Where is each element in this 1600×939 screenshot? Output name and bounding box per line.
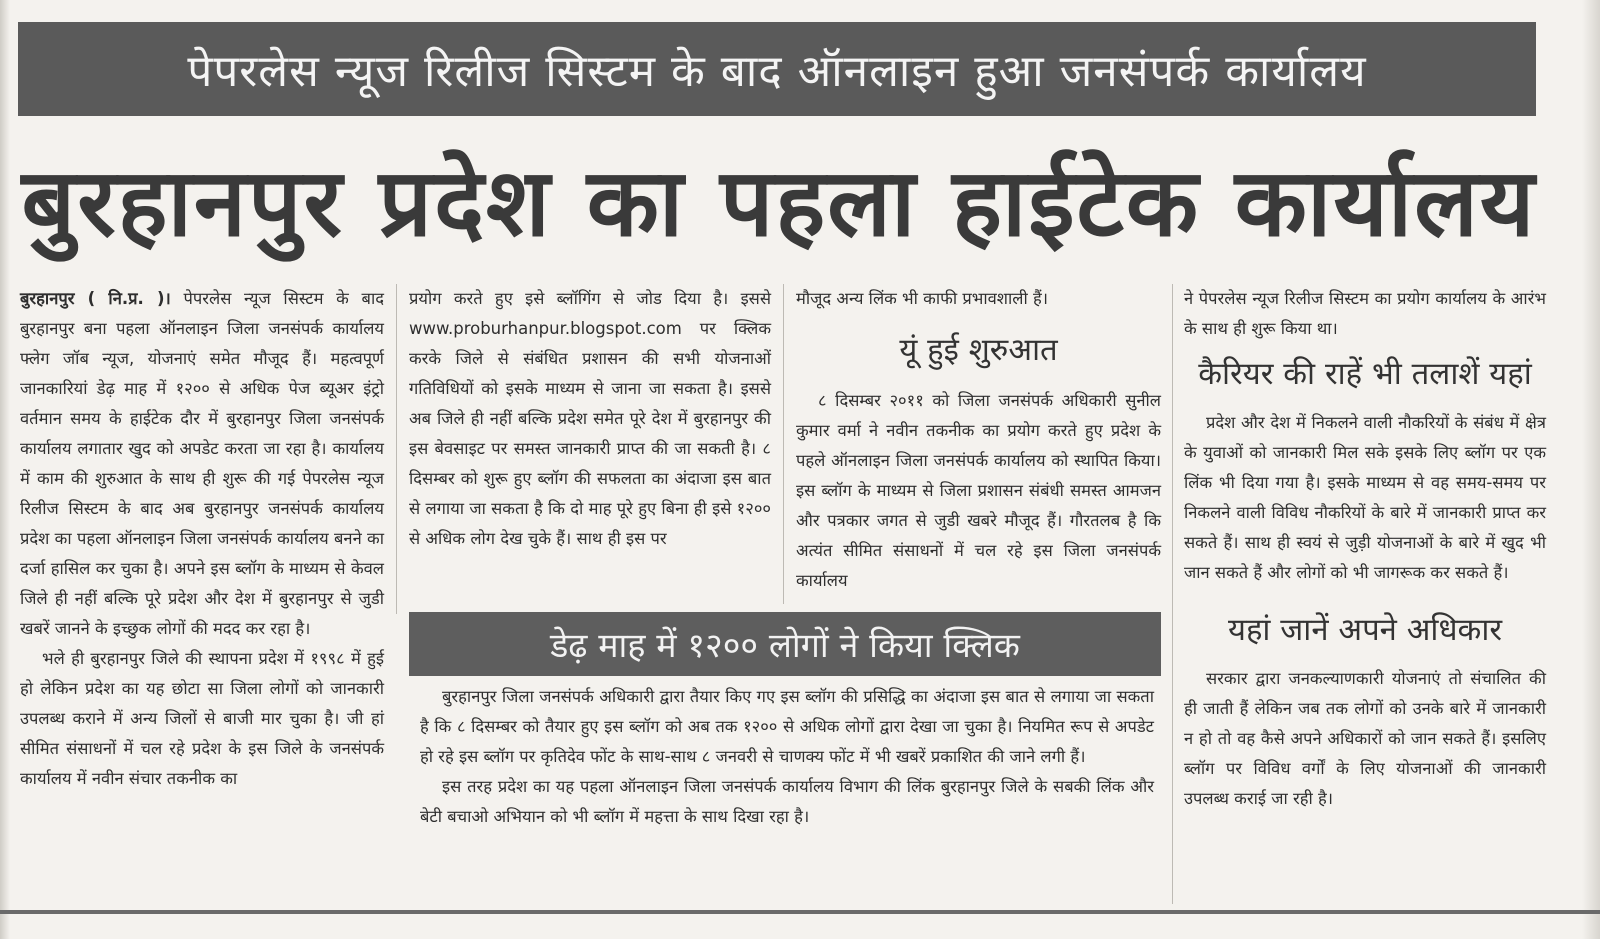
article-column-1 bbox=[20, 284, 384, 794]
section-subheading: यहां जानें अपने अधिकार bbox=[1227, 612, 1503, 648]
boxed-article bbox=[420, 682, 1154, 832]
box-heading-banner bbox=[409, 612, 1161, 676]
kicker-text: पेपरलेस न्यूज रिलीज सिस्टम के बाद ऑनलाइन हुआ जनसंपर्क कार्यालय bbox=[187, 46, 1367, 97]
paragraph: सरकार द्वारा जनकल्याणकारी योजनाएं तो संचालित की ही जाती हैं लेकिन जब तक लोगों को उनके बारे में जानकारी न हो तो वह कैसे अपने अधिकारों को जान सकते हैं। इसलिए ब्लॉग पर विविध वर्गों के लिए योजनाओं की जानकारी उपलब्ध कराई जा रही है। bbox=[1184, 669, 1546, 808]
kicker-banner bbox=[18, 22, 1536, 116]
article-column-4 bbox=[1184, 284, 1546, 814]
paragraph: ८ दिसम्बर २०११ को जिला जनसंपर्क अधिकारी सुनील कुमार वर्मा ने नवीन तकनीक का प्रयोग करते हुए प्रदेश के पहले ऑनलाइन जिला जनसंपर्क कार्यालय को स्थापित किया। इस ब्लॉग के माध्यम से जिला प्रशासन संबंधी समस्त आमजन और पत्रकार जगत से जुडी खबरे मौजूद हैं। गौरतलब है कि अत्यंत सीमित संसाधनों में चल रहे इस जिला जनसंपर्क कार्यालय bbox=[796, 391, 1161, 590]
paper-edge-left bbox=[0, 0, 10, 939]
column-divider bbox=[1172, 284, 1173, 904]
paragraph: प्रयोग करते हुए इसे ब्लॉगिंग से जोड दिया है। इससे www.proburhanpur.blogspot.com पर क्लिक करके जिले से संबंधित प्रशासन की सभी योजनाओं गतिविधियों को इसके माध्यम से जाना जा सकता है। इससे अब जिले ही नहीं बल्कि प्रदेश समेत पूरे देश में बुरहानपुर की इस बेवसाइट पर समस्त जानकारी प्राप्त की जा सकती है। ८ दिसम्बर को शुरू हुए ब्लॉग की सफलता का अंदाजा इस बात से लगाया जा सकता है कि दो माह पूरे हुए बिना ही इसे १२०० से अधिक लोग देख चुके हैं। साथ ही इस पर bbox=[409, 289, 771, 548]
column-divider bbox=[396, 284, 397, 614]
dateline: बुरहानपुर ( नि.प्र. )। bbox=[20, 289, 171, 308]
paragraph: मौजूद अन्य लिंक भी काफी प्रभावशाली हैं। bbox=[796, 289, 1049, 308]
paragraph: बुरहानपुर जिला जनसंपर्क अधिकारी द्वारा तैयार किए गए इस ब्लॉग की प्रसिद्धि का अंदाजा इस बात से लगाया जा सकता है कि ८ दिसम्बर को तैयार हुए इस ब्लॉग को अब तक १२०० से अधिक लोगों द्वारा देखा जा चुका है। नियमित रूप से अपडेट हो रहे इस ब्लॉग पर कृतिदेव फोंट के साथ-साथ ८ जनवरी से चाणक्य फोंट में भी खबरें प्रकाशित की जाने लगी हैं। bbox=[420, 687, 1154, 766]
paper-edge-right bbox=[1582, 0, 1600, 939]
article-column-3 bbox=[796, 284, 1161, 596]
box-heading: डेढ़ माह में १२०० लोगों ने किया क्लिक bbox=[550, 626, 1020, 666]
paragraph bbox=[20, 284, 384, 644]
page-title bbox=[14, 124, 1544, 274]
column-divider bbox=[783, 284, 784, 604]
paragraph: प्रदेश और देश में निकलने वाली नौकरियों के संबंध में क्षेत्र के युवाओं को जानकारी मिल सके इसके लिए ब्लॉग पर एक लिंक भी दिया गया है। इसके माध्यम से वह समय-समय पर निकलने वाली विविध नौकरियों के बारे में जानकारी प्राप्त कर सकते हैं। साथ ही स्वयं से जुड़ी योजनाओं के बारे में खुद भी जान सकते हैं और लोगों को भी जागरूक कर सकते हैं। bbox=[1184, 413, 1546, 582]
section-subheading: कैरियर की राहें भी तलाशें यहां bbox=[1198, 356, 1532, 392]
paragraph: इस तरह प्रदेश का यह पहला ऑनलाइन जिला जनसंपर्क कार्यालय विभाग की लिंक बुरहानपुर जिले के सबकी लिंक और बेटी बचाओ अभियान को भी ब्लॉग में महत्ता के साथ दिखा रहा है। bbox=[420, 777, 1154, 826]
article-column-2 bbox=[409, 284, 771, 554]
section-subheading: यूं हुई शुरुआत bbox=[899, 332, 1058, 368]
paragraph: भले ही बुरहानपुर जिले की स्थापना प्रदेश में १९९८ में हुई हो लेकिन प्रदेश का यह छोटा सा जिला लोगों को जानकारी उपलब्ध कराने में अन्य जिलों से बाजी मार चुका है। जी हां सीमित संसाधनों में चल रहे प्रदेश के इस जिले के जनसंपर्क कार्यालय में नवीन संचार तकनीक का bbox=[20, 649, 384, 788]
paragraph-text: पेपरलेस न्यूज सिस्टम के बाद बुरहानपुर बना पहला ऑनलाइन जिला जनसंपर्क कार्यालय फ्लेग जॉब न्यूज, योजनाएं समेत मौजूद हैं। महत्वपूर्ण जानकारियां डेढ़ माह में १२०० से अधिक पेज ब्यूअर इंट्रो वर्तमान समय के हाईटेक दौर में बुरहानपुर जिला जनसंपर्क कार्यालय लगातार खुद को अपडेट करता जा रहा है। कार्यालय में काम की शुरुआत के साथ ही शुरू की गई पेपरलेस न्यूज रिलीज सिस्टम के बाद अब बुरहानपुर जनसंपर्क कार्यालय प्रदेश का पहला ऑनलाइन जिला जनसंपर्क कार्यालय बनने का दर्जा हासिल कर चुका है। अपने इस ब्लॉग के माध्यम से केवल जिले ही नहीं बल्कि पूरे प्रदेश और देश में बुरहानपुर से जुडी खबरें जानने के इच्छुक लोगों की मदद कर रहा है। bbox=[20, 289, 385, 638]
bottom-rule bbox=[0, 910, 1600, 914]
headline-text: बुरहानपुर प्रदेश का पहला हाईटेक कार्यालय bbox=[21, 149, 1537, 258]
paragraph: ने पेपरलेस न्यूज रिलीज सिस्टम का प्रयोग कार्यालय के आरंभ के साथ ही शुरू किया था। bbox=[1184, 289, 1546, 338]
